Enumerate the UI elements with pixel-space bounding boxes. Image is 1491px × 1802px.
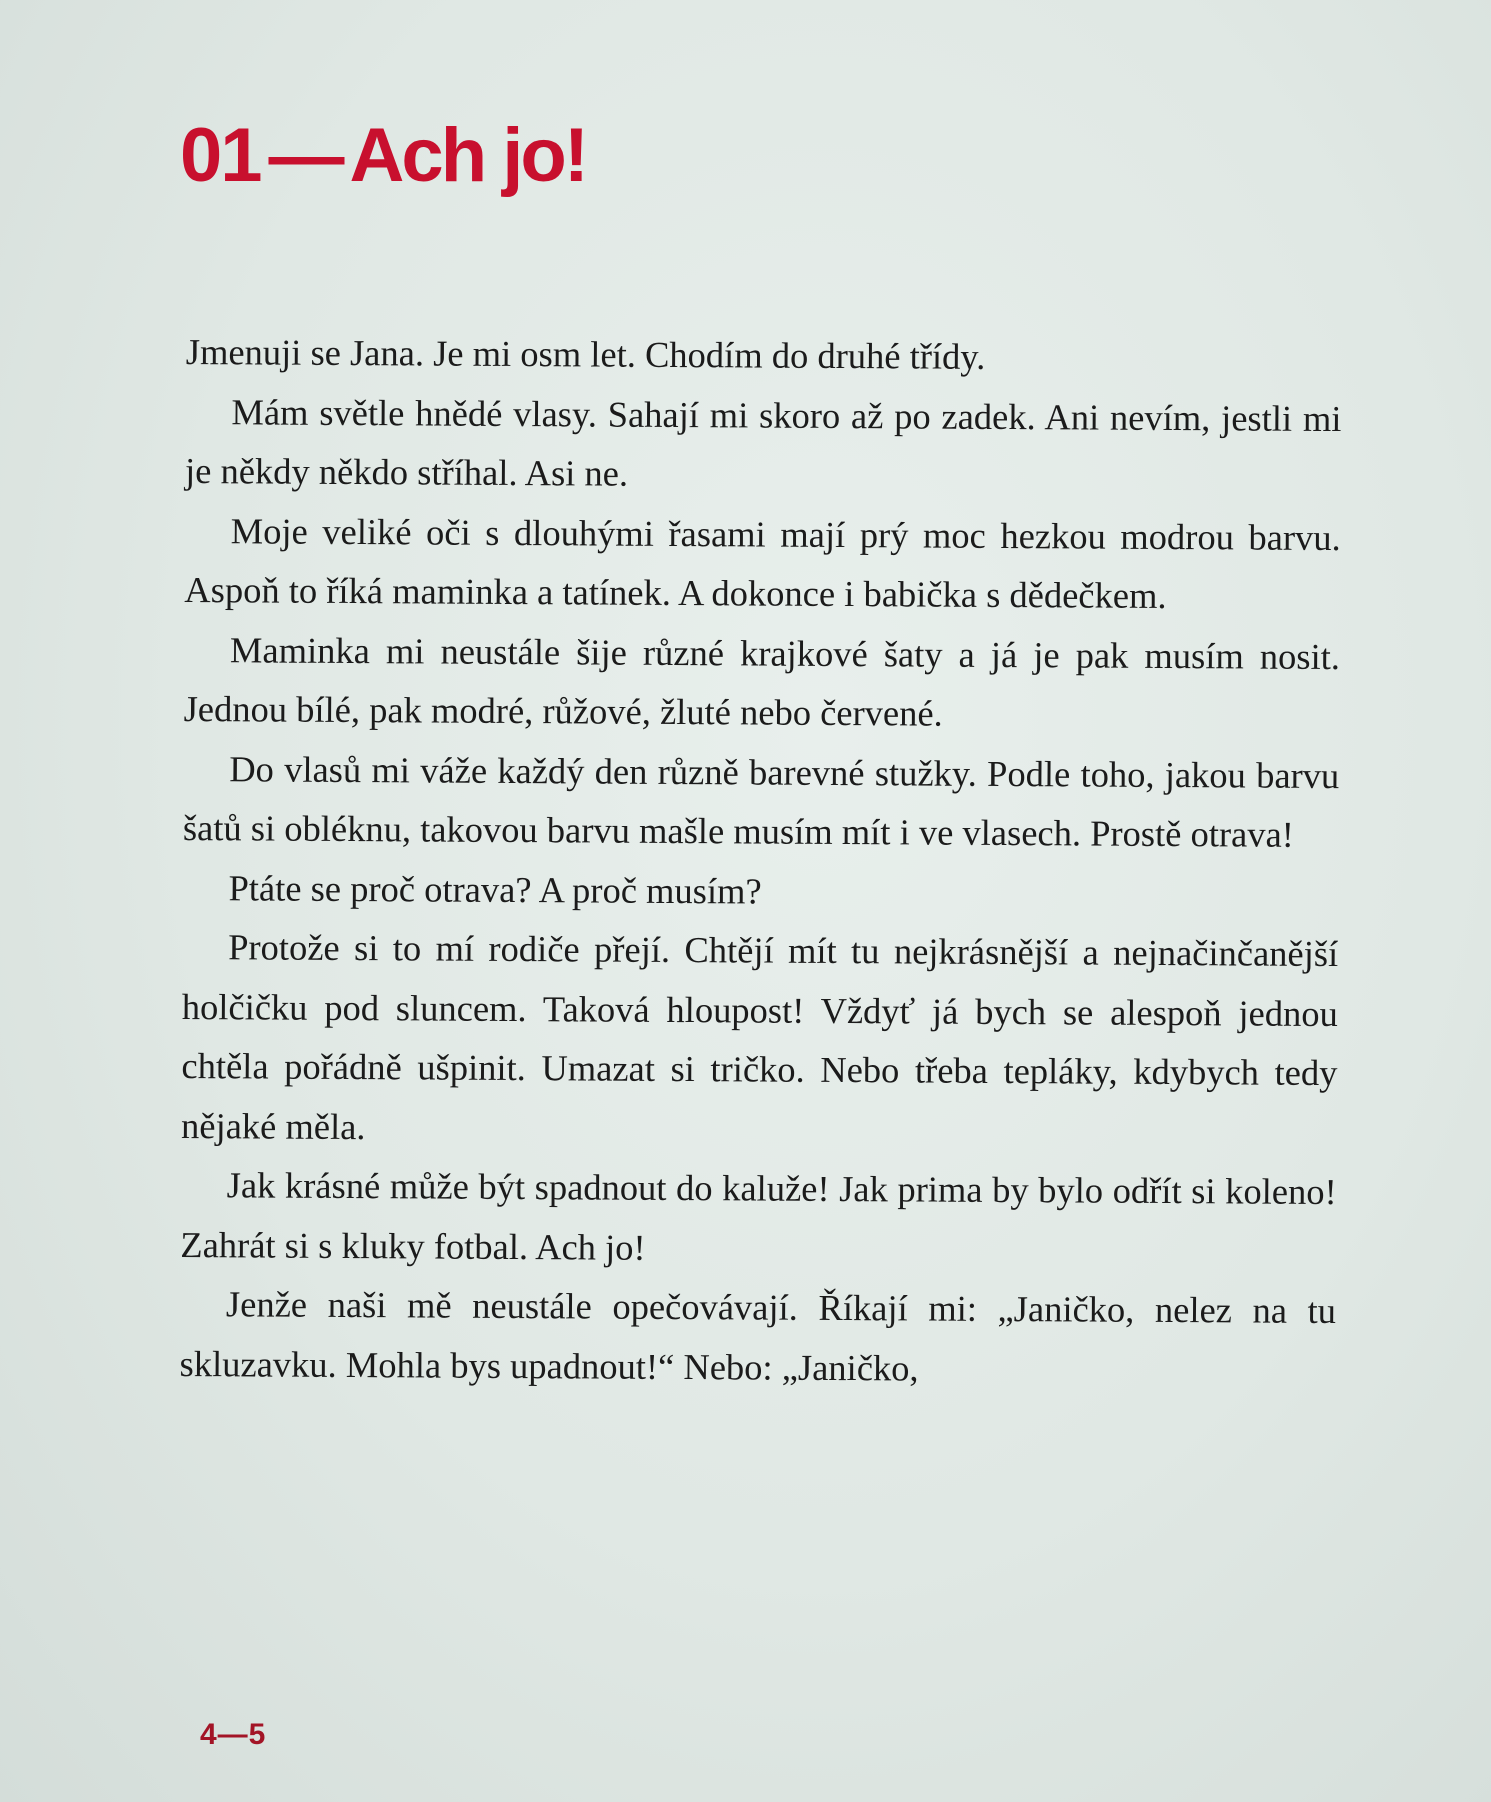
- paragraph: Mám světle hnědé vlasy. Sahají mi skoro až po zadek. Ani nevím, jestli mi je někdy někdo stříhal. Asi ne.: [184, 390, 1342, 494]
- paragraph: Maminka mi neustále šije různé krajkové šaty a já je pak musím nosit. Jednou bílé, pak modré, růžové, žluté nebo červené.: [183, 628, 1341, 734]
- chapter-number: 01: [180, 113, 261, 198]
- paragraph: Jak krásné může být spadnout do kaluže! Jak prima by bylo odřít si koleno! Zahrát si s kluky fotbal. Ach jo!: [180, 1164, 1337, 1268]
- chapter-title: [180, 113, 587, 198]
- paragraph: Protože si to mí rodiče přejí. Chtějí mít tu nejkrásnější a nejnačinčanější holčičku pod sluncem. Taková hloupost! Vždyť já bych se alespoň jednou chtěla pořádně ušpinit. Umazat si tričko. Nebo třeba tepláky, kdybych tedy nějaké měla.: [180, 926, 1339, 1147]
- paragraph: Ptáte se proč otrava? A proč musím?: [228, 866, 762, 912]
- chapter-title-separator: —: [268, 113, 342, 198]
- paragraph: Jenže naši mě neustále opečovávají. Říkají mi: „Janičko, nelez na tu skluzavku. Mohla bys upadnout!“ Nebo: „Janičko,: [179, 1283, 1337, 1388]
- body-text: [179, 322, 1342, 1400]
- paragraph: Jmenuji se Jana. Je mi osm let. Chodím do druhé třídy.: [185, 330, 986, 377]
- page-numbers: 4—5: [200, 1718, 267, 1751]
- paragraph: Do vlasů mi váže každý den různě barevné stužky. Podle toho, jakou barvu šatů si obléknu, takovou barvu mašle musím mít i ve vlasech. Prostě otrava!: [182, 747, 1340, 855]
- paragraph: Moje veliké oči s dlouhými řasami mají prý moc hezkou modrou barvu. Aspoň to říká maminka a tatínek. A dokonce i babička s dědečkem.: [184, 509, 1341, 616]
- chapter-title-text: Ach jo!: [349, 113, 587, 198]
